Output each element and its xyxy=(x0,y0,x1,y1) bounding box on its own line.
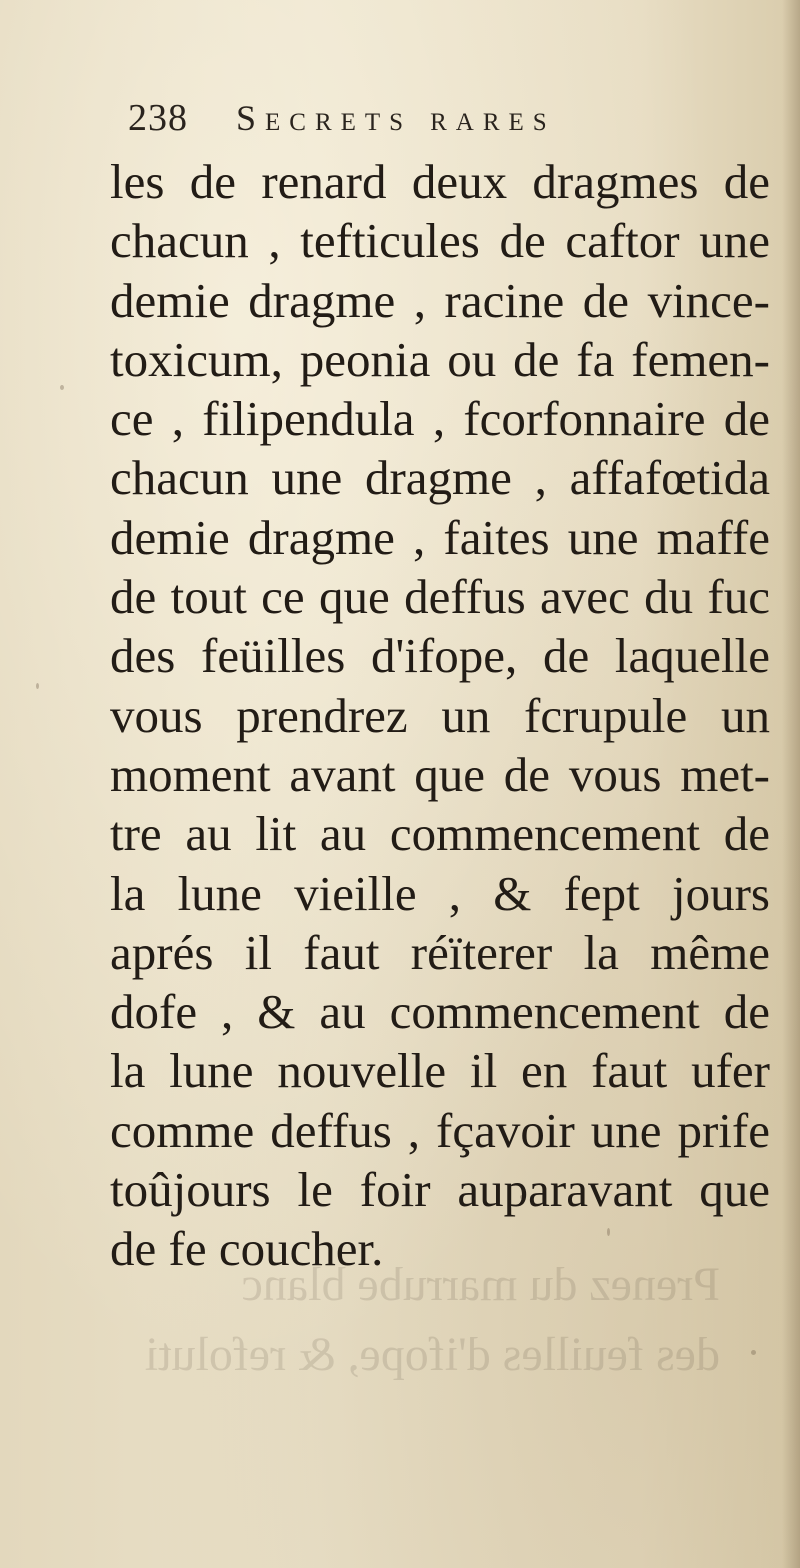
text-line: tre au lit au commencement de xyxy=(110,806,770,862)
text-line: demie dragme , racine de vince- xyxy=(110,272,770,328)
text-line: vous prendrez un fcrupule un xyxy=(110,687,770,743)
show-through-text: Prenez du marrube blanc des feuilles d'ifope, & refoluti xyxy=(144,1258,720,1381)
page-edge-shadow xyxy=(782,0,800,1568)
running-title: Secrets rares xyxy=(236,98,556,138)
paper-speck xyxy=(751,1350,756,1355)
text-line: chacun une dragme , affafœtida xyxy=(110,450,770,506)
text-line: demie dragme , faites une maffe xyxy=(110,509,770,565)
paper-speck xyxy=(36,683,39,689)
paper-speck xyxy=(60,385,64,390)
text-line: des feüilles d'ifope, de laquelle xyxy=(110,628,770,684)
text-line: la lune vieille , & fept jours xyxy=(110,865,770,921)
text-line: de fe coucher. xyxy=(110,1221,384,1277)
text-line: moment avant que de vous met- xyxy=(110,746,770,802)
text-line: toxicum, peonia ou de fa femen- xyxy=(110,331,770,387)
text-line: dofe , & au commencement de xyxy=(110,984,770,1040)
text-line: les de renard deux dragmes de xyxy=(110,154,770,209)
text-line: ce , filipendula , fcorfonnaire de xyxy=(110,391,770,447)
text-line: de tout ce que deffus avec du fuc xyxy=(110,569,770,625)
text-line: toûjours le foir auparavant que xyxy=(110,1162,770,1218)
running-header xyxy=(128,96,556,140)
text-line: comme deffus , fçavoir une prife xyxy=(110,1102,770,1158)
page-number: 238 xyxy=(128,97,188,139)
text-line: la lune nouvelle il en faut ufer xyxy=(110,1043,770,1099)
text-line: chacun , tefticules de caftor une xyxy=(110,213,770,269)
text-line: aprés il faut réïterer la même xyxy=(110,924,770,980)
body-text xyxy=(110,152,770,1279)
